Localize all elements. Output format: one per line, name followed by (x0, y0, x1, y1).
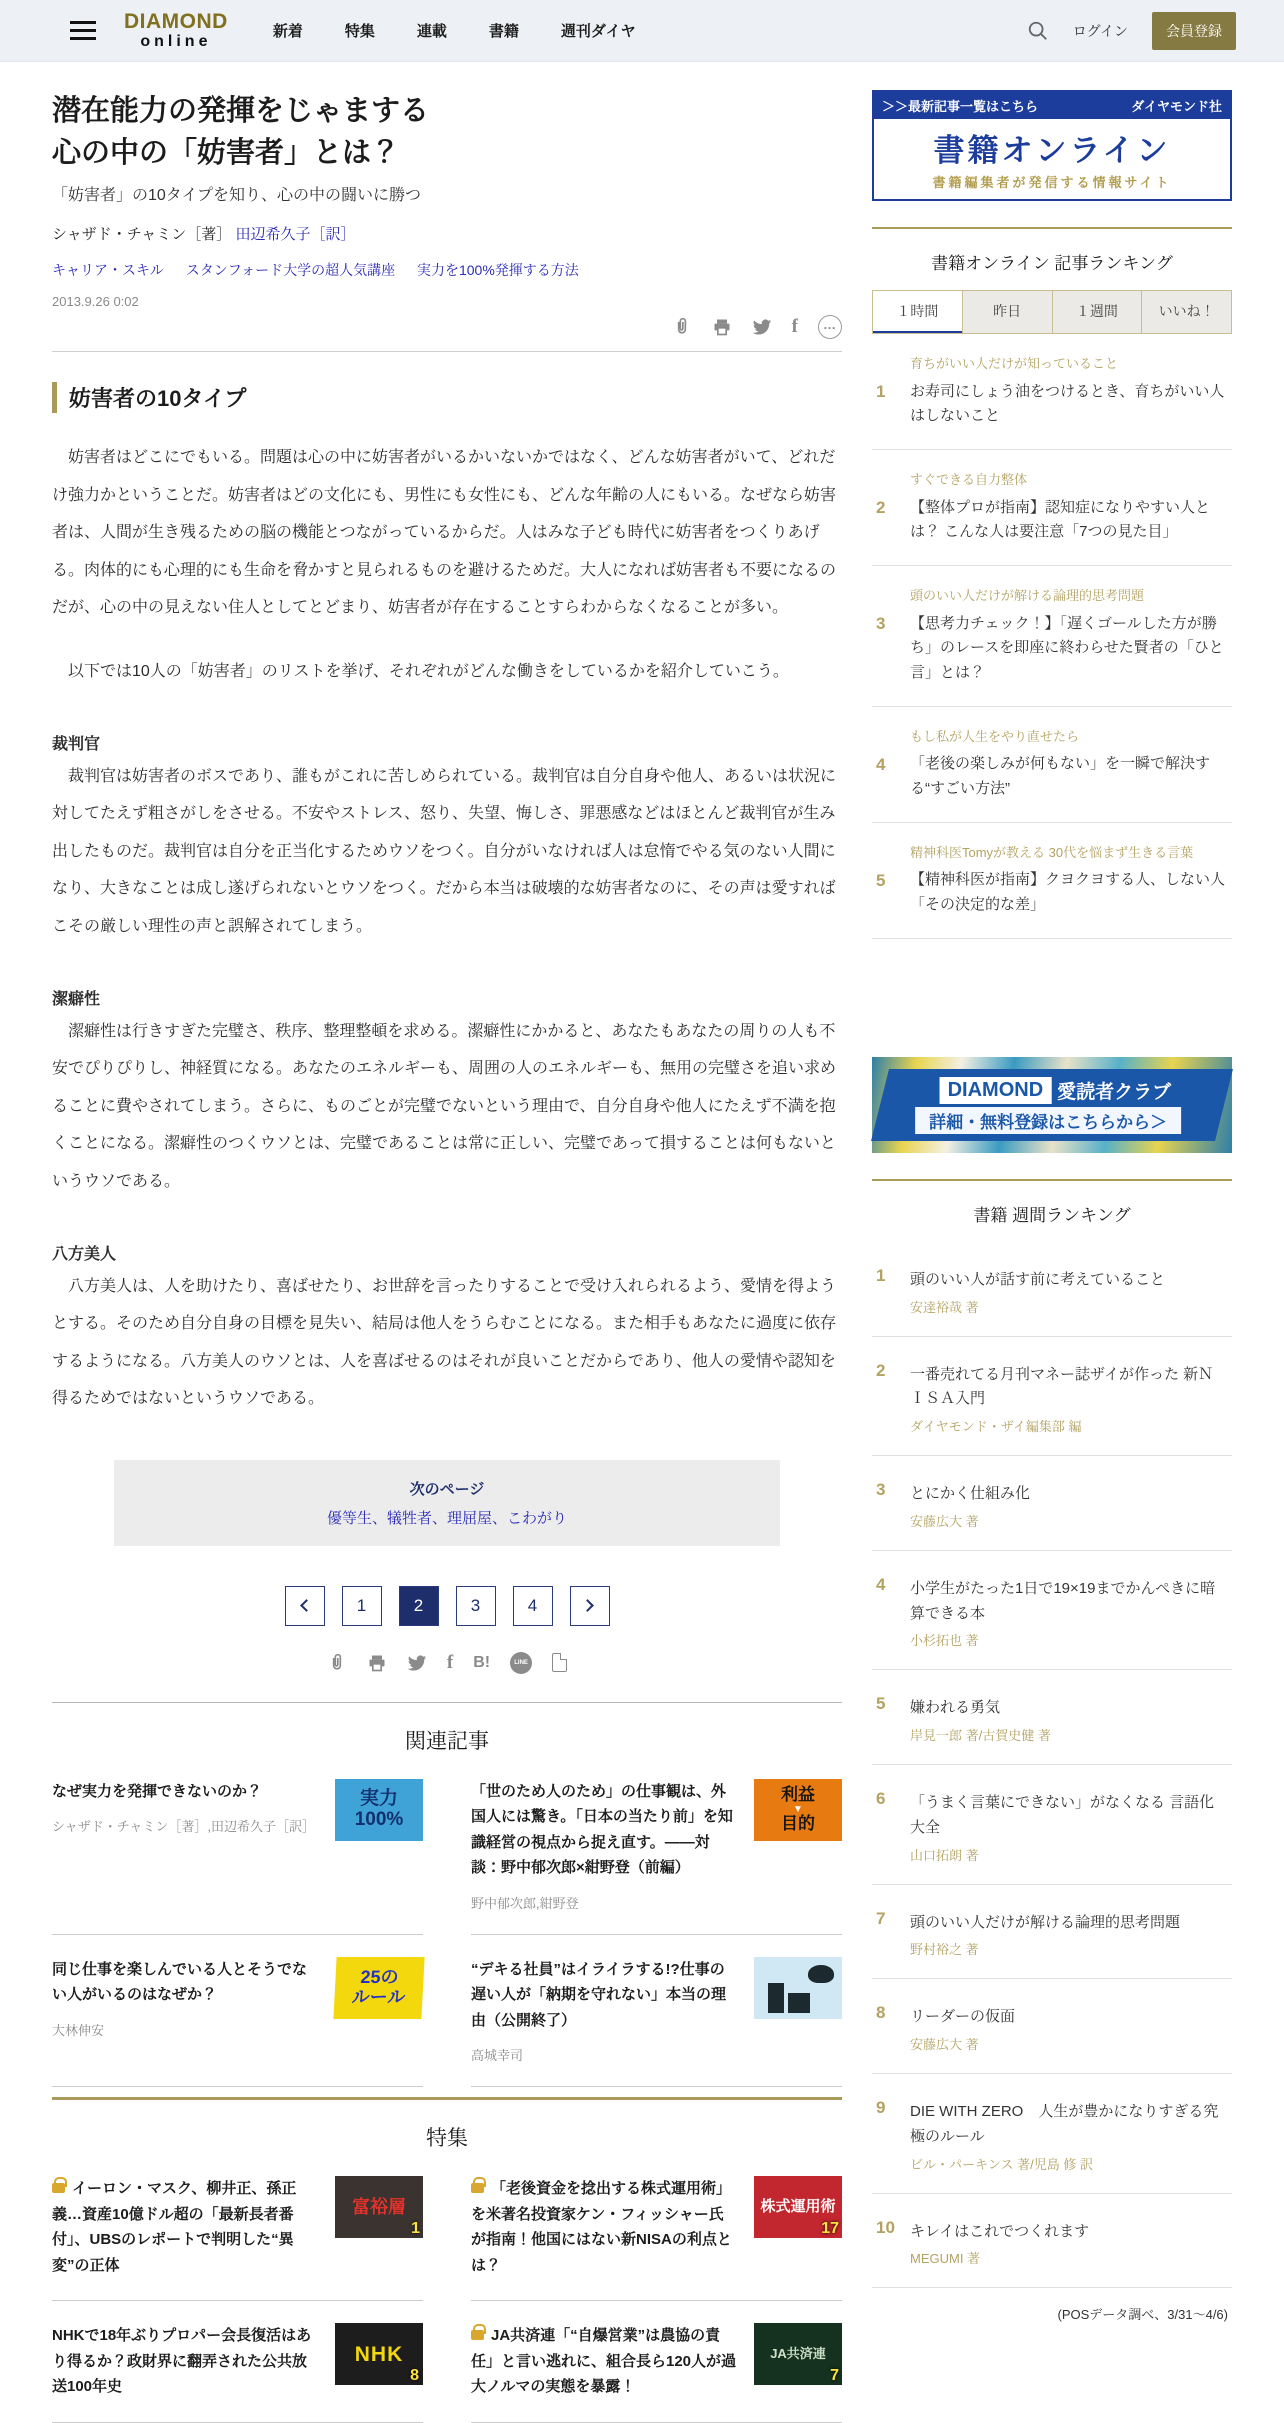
nav-item-features[interactable]: 特集 (344, 23, 375, 40)
logo-online: online (140, 33, 212, 50)
club-brand: DIAMOND (940, 1076, 1052, 1103)
hatena-bookmark-icon[interactable]: B! (473, 1653, 491, 1671)
copy-url-icon[interactable] (552, 1653, 567, 1672)
rank-category[interactable]: 頭のいい人だけが解ける論理的思考問題 (910, 588, 1145, 603)
more-share-icon[interactable]: … (818, 315, 842, 339)
books-online-banner[interactable] (872, 90, 1232, 201)
book-title[interactable]: DIE WITH ZERO 人生が豊かになりすぎる究極のルール (910, 2103, 1219, 2145)
related-heading: 関連記事 (405, 1729, 489, 1753)
features-divider (52, 2097, 842, 2100)
feature-title[interactable] (52, 2323, 319, 2400)
banner-latest-link[interactable]: ＞＞最新記事一覧はこちら (882, 99, 1039, 114)
translator-link[interactable]: 田辺希久子［訳］ (235, 226, 356, 244)
book-title[interactable]: 小学生がたった1日で19×19までかんぺきに暗算できる本 (910, 1579, 1216, 1622)
rank-number: 5 (876, 1694, 886, 1714)
book-ranking-item[interactable] (872, 2074, 1232, 2194)
related-thumbnail (754, 1779, 842, 1841)
site-header (0, 0, 1284, 62)
book-title[interactable]: 「うまく言葉にできない」がなくなる 言語化大全 (910, 1794, 1215, 1836)
feature-title-text: イーロン・マスク、柳井正、孫正義…資産10億ドル超の「最新長者番付」、UBSのレポートで判明した“異変”の正体 (52, 2180, 297, 2274)
facebook-icon[interactable]: f (446, 1651, 454, 1673)
feature-thumbnail (754, 2176, 842, 2238)
subsection-heading-judge: 裁判官 (52, 735, 101, 753)
divider (52, 351, 842, 352)
next-page-box (114, 1460, 780, 1546)
article-paragraph: 以下では10人の「妨害者」のリストを挙げ、それぞれがどんな働きをしているかを紹介していこう。 (52, 663, 789, 681)
page-button-2-current[interactable]: 2 (399, 1586, 439, 1626)
divider (52, 1702, 842, 1703)
book-ranking-item[interactable] (872, 1979, 1232, 2074)
print-icon[interactable] (367, 1653, 387, 1673)
book-author: 安達裕哉 著 (910, 1299, 979, 1315)
nav-item-new[interactable]: 新着 (272, 23, 303, 40)
section-heading: 妨害者の10タイプ (52, 382, 842, 413)
book-title[interactable]: 頭のいい人だけが解ける論理的思考問題 (910, 1913, 1181, 1931)
article-title-line2: 心の中の「妨害者」とは？ (52, 137, 401, 170)
divider (872, 1179, 1232, 1181)
related-item[interactable] (471, 1757, 842, 1935)
rank-number: 7 (876, 1908, 886, 1928)
ranking-item[interactable] (872, 707, 1232, 823)
publish-date: 2013.9.26 0:02 (52, 294, 139, 310)
rank-title[interactable]: 【精神科医が指南】クヨクヨする人、しない人「その決定的な差」 (910, 871, 1226, 913)
related-authors: 高城幸司 (471, 2048, 524, 2064)
divider (872, 227, 1232, 229)
book-author: ダイヤモンド・ザイ編集部 編 (910, 1419, 1082, 1434)
related-thumbnail (335, 1779, 423, 1841)
rank-category[interactable]: 育ちがいい人だけが知っていること (910, 356, 1119, 371)
book-title[interactable]: 嫌われる勇気 (910, 1699, 1001, 1717)
logo-diamond: DIAMOND (124, 10, 228, 33)
sidebar (872, 90, 1232, 2423)
book-author: 山口拓朗 著 (910, 1847, 979, 1863)
article-paragraph: 妨害者はどこにでもいる。問題は心の中に妨害者がいるかいないかではなく、どんな妨害者がいて、どれだけ強力かということだ。妨害者はどの文化にも、男性にも女性にも、どんな年齢の人にもいる。なぜなら妨害者は、人間が生き残るための脳の機能とつながっているからだ。人はみな子ども時代に妨害者をつくりあげる。肉体的にも心理的にも生命を脅かすと見られるものを避けるためだ。大人になれば妨害者も不要になるのだが、心の中の見えない住人としてとどまり、妨害者が存在することすらわからなくなることが多い。 (52, 449, 837, 617)
feature-title-text: NHKで18年ぶりプロパー会長復活はあり得るか？政財界に翻弄された公共放送100年史 (52, 2327, 312, 2396)
tab-1week[interactable]: １週間 (1052, 291, 1142, 333)
rank-number: 6 (876, 1789, 886, 1808)
feature-item[interactable] (471, 2301, 842, 2423)
feature-badge: 7 (830, 2366, 839, 2384)
thumb-text: JA共済連 (770, 2346, 826, 2362)
feature-thumbnail (335, 2176, 423, 2238)
thumb-text: ルール (351, 1986, 406, 2007)
book-title[interactable]: とにかく仕組み化 (910, 1485, 1031, 1502)
login-link[interactable]: ログイン (1072, 22, 1128, 39)
page-button-1[interactable]: 1 (342, 1586, 382, 1626)
print-icon[interactable] (712, 317, 732, 337)
book-ranking-heading: 書籍 週間ランキング (973, 1205, 1131, 1225)
rank-number: 5 (876, 870, 886, 890)
thumb-text: 100% (354, 1808, 404, 1830)
book-ranking-item[interactable] (872, 1885, 1232, 1980)
article-title (52, 90, 842, 174)
pos-data-note: (POSデータ調べ、3/31～4/6) (1057, 2307, 1228, 2323)
share-row-top (52, 315, 842, 339)
ranking-item[interactable] (872, 823, 1232, 939)
banner-subtitle: 書籍編集者が発信する情報サイト (932, 175, 1172, 190)
nav-item-series[interactable]: 連載 (416, 23, 447, 40)
banner-publisher: ダイヤモンド社 (1131, 99, 1222, 114)
tab-yesterday[interactable]: 昨日 (962, 291, 1052, 333)
book-author: ビル・パーキンス 著/児島 修 訳 (910, 2156, 1093, 2172)
feature-item[interactable] (52, 2301, 423, 2423)
book-ranking-item[interactable] (872, 1551, 1232, 1671)
article-ranking-list (872, 334, 1232, 939)
related-grid (52, 1757, 842, 2088)
rank-title[interactable]: 「老後の楽しみが何もない」を一瞬で解決する“すごい方法” (910, 755, 1211, 797)
rank-number: 9 (876, 2098, 886, 2117)
book-title[interactable]: リーダーの仮面 (910, 2008, 1016, 2026)
article-main (52, 90, 842, 2423)
related-title[interactable]: 同じ仕事を楽しんでいる人とそうでない人がいるのはなぜか？ (52, 1960, 308, 2004)
rank-title[interactable]: 【整体プロが指南】認知症になりやすい人とは？ こんな人は要注意「7つの見た目」 (910, 498, 1211, 541)
thumb-text: NHK (354, 2342, 404, 2366)
search-icon[interactable] (1027, 20, 1049, 42)
book-title[interactable]: 頭のいい人が話す前に考えていること (910, 1270, 1166, 1288)
rank-number: 1 (876, 382, 886, 401)
article-subtitle: 「妨害者」の10タイプを知り、心の中の闘いに勝つ (52, 187, 421, 205)
related-title[interactable]: なぜ実力を発揮できないのか？ (52, 1782, 263, 1800)
reader-club-banner[interactable] (872, 1057, 1232, 1153)
article-tags (52, 260, 842, 280)
book-ranking-item[interactable] (872, 1242, 1232, 1337)
main-nav (273, 20, 636, 41)
ranking-item[interactable] (872, 450, 1232, 566)
book-author: 岸見一郎 著/古賀史健 著 (910, 1728, 1051, 1743)
signup-button[interactable]: 会員登録 (1152, 12, 1236, 50)
ranking-tabs (872, 290, 1232, 334)
book-ranking-list (872, 1242, 1232, 2289)
subsection-heading-pleaser: 八方美人 (52, 1245, 117, 1263)
article-ranking-heading: 書籍オンライン 記事ランキング (931, 254, 1173, 273)
nav-item-weekly[interactable]: 週刊ダイヤ (560, 23, 636, 40)
chevron-right-icon (581, 1600, 594, 1613)
tag-career-skill[interactable]: キャリア・スキル (52, 262, 164, 279)
related-item[interactable] (471, 1935, 842, 2088)
related-title[interactable]: 「世のため人のため」の仕事観は、外国人には驚き。「日本の当たり前」を知識経営の視点から捉え直す。――対談：野中郁次郎×紺野登（前編） (471, 1782, 733, 1877)
next-page-link[interactable]: 優等生、犠牲者、理屈屋、こわがり (326, 1509, 567, 1527)
rank-number: 2 (876, 498, 886, 517)
page-button-3[interactable]: 3 (456, 1586, 496, 1626)
tag-full-potential[interactable]: 実力を100%発揮する方法 (416, 262, 579, 279)
down-arrow-icon: ▼ (793, 1804, 803, 1816)
line-icon[interactable]: LINE (510, 1652, 532, 1674)
rank-number: 10 (876, 2217, 895, 2237)
site-logo[interactable] (124, 11, 228, 50)
book-author: 小杉拓也 著 (910, 1633, 979, 1649)
article-title-line1: 潜在能力の発揮をじゃまする (52, 95, 430, 127)
related-thumbnail (754, 1957, 842, 2019)
club-cta[interactable]: 詳細・無料登録はこちらから＞ (915, 1106, 1181, 1133)
next-page-button[interactable] (570, 1586, 610, 1626)
feature-item[interactable] (471, 2154, 842, 2301)
article-byline (52, 223, 842, 244)
share-row-bottom (52, 1652, 842, 1674)
article-paragraph: 八方美人は、人を助けたり、喜ばせたり、お世辞を言ったりすることで受け入れられるよう、愛情を得ようとする。そのため自分自身の目標を見失い、結局は他人をうらむことになる。また相手もあなたに過度に依存するようになる。八方美人のウソとは、人を喜ばせるのはそれが良いことだからであり、他人の愛情や認知を得るためではないというウソである。 (52, 1277, 837, 1408)
banner-title: 書籍オンライン (933, 133, 1171, 168)
feature-title[interactable] (52, 2176, 319, 2278)
features-heading: 特集 (426, 2127, 468, 2151)
rank-number: 2 (876, 1360, 886, 1380)
feature-title[interactable] (471, 2323, 738, 2400)
rank-number: 3 (876, 1480, 886, 1499)
feature-title[interactable] (471, 2176, 738, 2278)
feature-badge: 17 (821, 2219, 839, 2237)
facebook-icon[interactable]: f (791, 316, 798, 338)
article-paragraph: 潔癖性は行きすぎた完璧さ、秩序、整理整頓を求める。潔癖性にかかると、あなたもあなたの周りの人も不安でぴりぴりし、神経質になる。あなたのエネルギーも、周囲の人のエネルギーも、無用の完璧さを追い求めることに費やされてしまう。さらに、ものごとが完璧でないという理由で、自分自身や他人にたえず不満を抱くことになる。潔癖性のつくウソとは、完璧であることは常に正しい、完璧であって損することは何もないというウソである。 (52, 1022, 837, 1190)
feature-badge: 1 (411, 2219, 420, 2237)
features-grid (52, 2154, 842, 2423)
twitter-icon[interactable] (407, 1653, 427, 1673)
rank-title[interactable]: 【思考力チェック！】「遅くゴールした方が勝ち」のレースを即座に終わらせた賢者の「ひと言」とは？ (910, 614, 1224, 681)
next-page-label: 次のページ (409, 1480, 485, 1498)
paperclip-icon[interactable] (672, 317, 692, 337)
book-author: 安藤広大 著 (910, 2037, 979, 2052)
feature-badge: 8 (410, 2366, 420, 2384)
rank-category[interactable]: 精神科医Tomyが教える 30代を悩まず生きる言葉 (910, 844, 1194, 860)
author-name: シャザド・チャミン［著］ (52, 226, 232, 244)
rank-category[interactable]: もし私が人生をやり直せたら (910, 728, 1080, 744)
thumb-text: 富裕層 (352, 2196, 406, 2217)
book-ranking-item[interactable] (872, 1456, 1232, 1551)
rank-title[interactable]: お寿司にしょう油をつけるとき、育ちがいい人はしないこと (910, 382, 1225, 425)
page-button-4[interactable]: 4 (513, 1586, 553, 1626)
related-thumbnail (333, 1957, 424, 2019)
thumb-text: 利益 (781, 1784, 815, 1804)
related-authors: 野中郁次郎,紺野登 (471, 1895, 579, 1911)
club-label: 愛読者クラブ (1057, 1081, 1172, 1103)
related-authors: 大林伸安 (52, 2022, 105, 2038)
book-ranking-item[interactable] (872, 1765, 1232, 1885)
article-paragraph: 裁判官は妨害者のボスであり、誰もがこれに苦しめられている。裁判官は自分自身や他人、あるいは状況に対してたえず粗さがしをさせる。不安やストレス、怒り、失望、悔しさ、罪悪感などはほとんど裁判官が生み出したものだ。裁判官は自分を正当化するためウソをつく。自分がいなければ人は怠惰でやる気のない人間になり、大きなことは成し遂げられないとウソをつく。だから本当は破壊的な妨害者なのに、その声は愛すればこその厳しい理性の声と誤解されてしまう。 (52, 767, 837, 936)
thumb-text: 目的 (781, 1814, 815, 1834)
subsection-heading-perfectionist: 潔癖性 (52, 990, 101, 1008)
lock-icon (471, 2183, 484, 2193)
feature-thumbnail (754, 2323, 842, 2385)
related-authors: シャザド・チャミン［著］,田辺希久子［訳］ (52, 1819, 315, 1835)
nav-item-books[interactable]: 書籍 (488, 23, 519, 40)
book-ranking-item[interactable] (872, 1670, 1232, 1765)
rank-number: 3 (876, 614, 886, 633)
rank-number: 4 (876, 1574, 886, 1594)
tab-1hour[interactable]: １時間 (873, 291, 962, 333)
rank-number: 1 (876, 1265, 886, 1285)
chevron-left-icon (300, 1600, 313, 1613)
lock-icon (52, 2183, 65, 2193)
feature-title-text: 「老後資金を捻出する株式運用術」を米著名投資家ケン・フィッシャー氏が指南！他国にはない新NISAの利点とは？ (471, 2180, 732, 2274)
book-ranking-item[interactable] (872, 2194, 1232, 2289)
book-author: 野村裕之 著 (910, 1942, 979, 1958)
book-author: MEGUMI 著 (910, 2251, 981, 2267)
pagination (52, 1586, 842, 1626)
thumb-text: 株式運用術 (760, 2198, 836, 2216)
ranking-item[interactable] (872, 334, 1232, 450)
paperclip-icon[interactable] (327, 1653, 347, 1673)
twitter-icon[interactable] (752, 317, 772, 337)
book-ranking-item[interactable] (872, 1337, 1232, 1457)
feature-title-text: JA共済連「“自爆営業”は農協の責任」と言い逃れに、組合長ら120人が過大ノルマの実態を暴露！ (471, 2327, 737, 2396)
book-author: 安藤広大 著 (910, 1513, 979, 1529)
rank-category[interactable]: すぐできる自力整体 (910, 472, 1028, 487)
ranking-item[interactable] (872, 566, 1232, 707)
feature-thumbnail (335, 2323, 423, 2385)
rank-number: 8 (876, 2003, 886, 2023)
tag-stanford-course[interactable]: スタンフォード大学の超人気講座 (185, 262, 396, 279)
rank-number: 4 (876, 754, 886, 774)
related-item[interactable] (52, 1757, 423, 1935)
book-title[interactable]: 一番売れてる月刊マネー誌ザイが作った 新ＮＩＳＡ入門 (910, 1365, 1214, 1408)
hamburger-menu-icon[interactable] (70, 21, 96, 40)
feature-item[interactable] (52, 2154, 423, 2301)
related-item[interactable] (52, 1935, 423, 2088)
thumb-text: 実力 (359, 1788, 398, 1810)
prev-page-button[interactable] (285, 1586, 325, 1626)
lock-icon (471, 2330, 484, 2340)
thumb-text: 25の (360, 1967, 400, 1988)
book-title[interactable]: キレイはこれでつくれます (910, 2222, 1090, 2240)
related-title[interactable]: “デキる社員”はイライラする!?仕事の遅い人が「納期を守れない」本当の理由（公開終了） (471, 1960, 727, 2029)
tab-likes[interactable]: いいね！ (1141, 291, 1231, 333)
